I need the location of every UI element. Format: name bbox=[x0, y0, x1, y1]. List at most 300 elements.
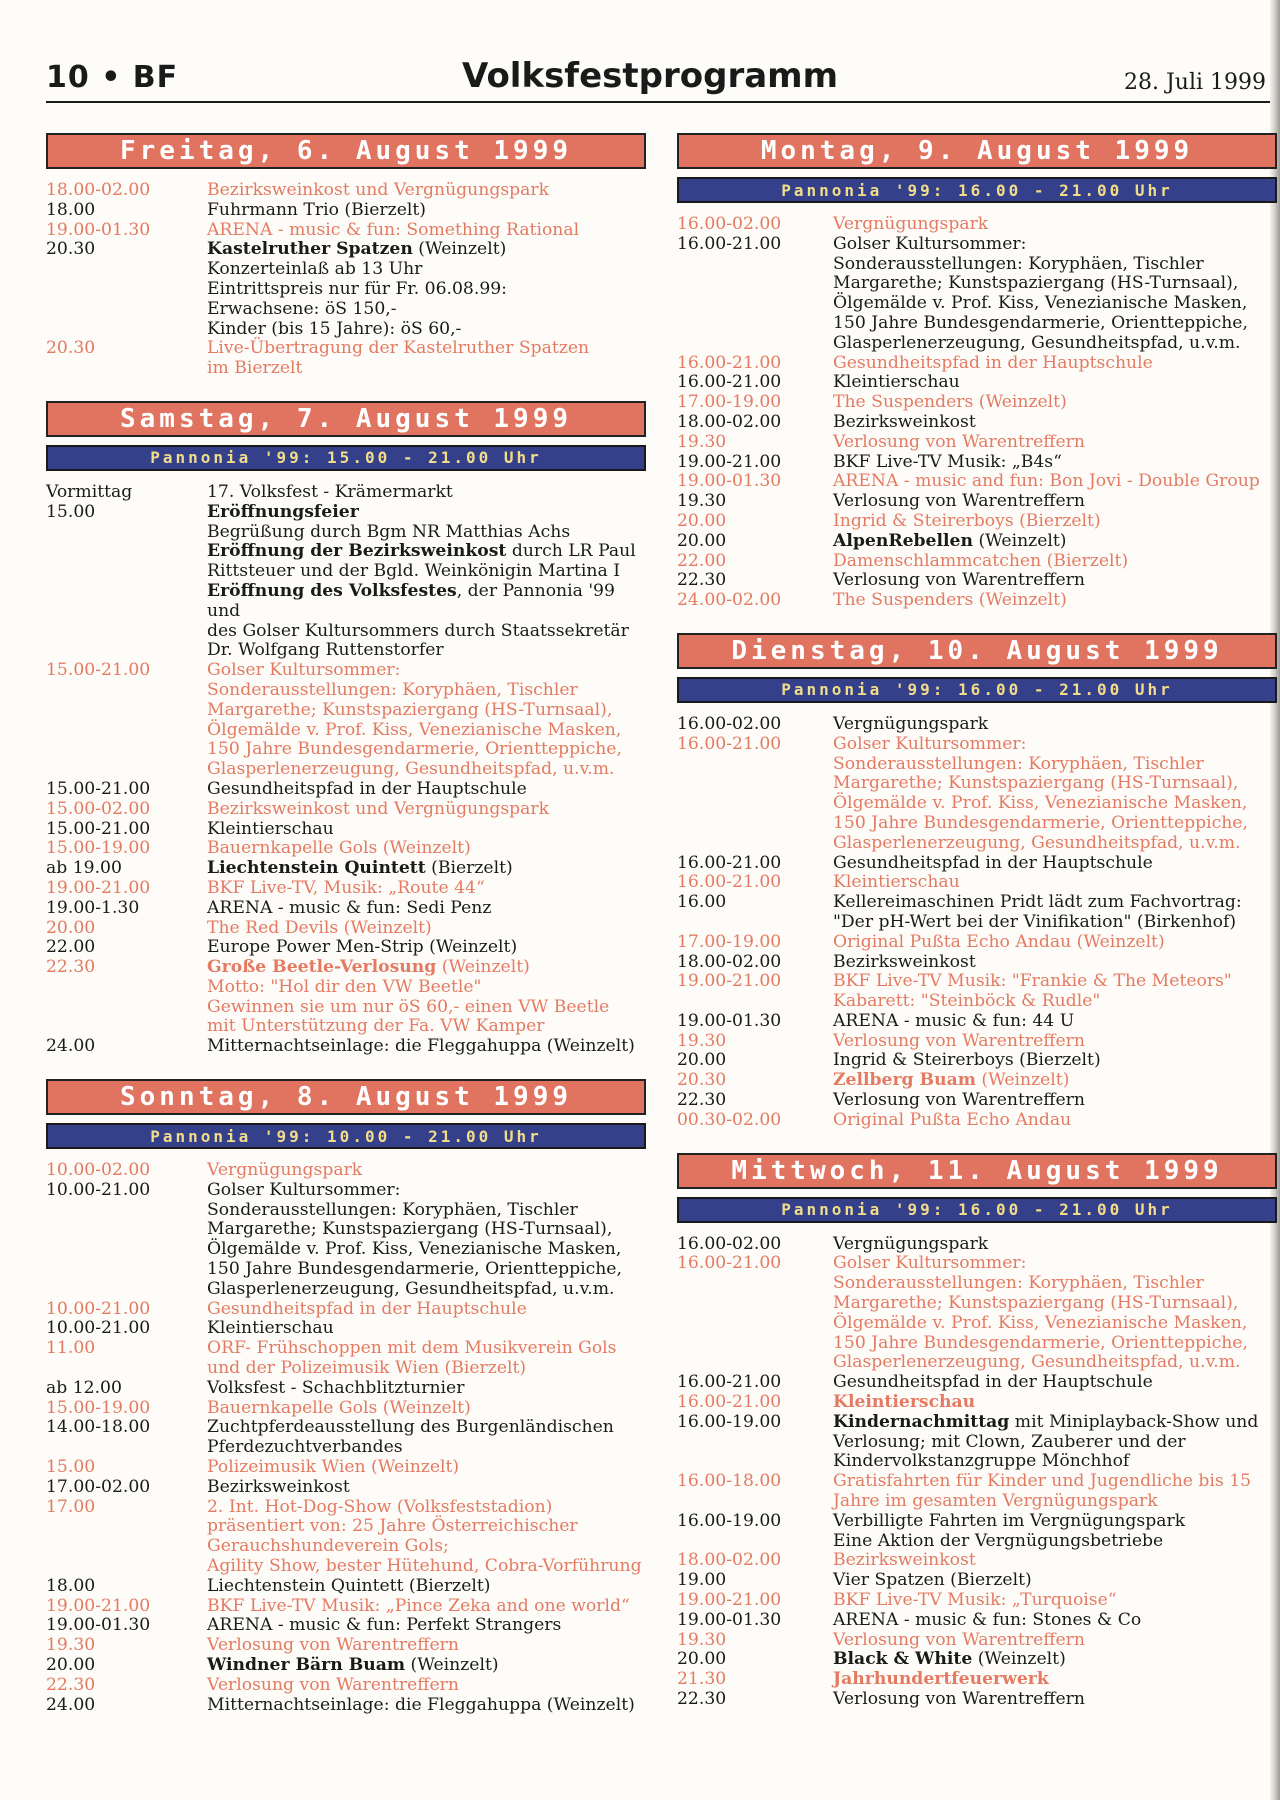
event-highlight: Kastelruther Spatzen bbox=[207, 239, 413, 260]
event-row bbox=[46, 919, 646, 939]
event-row bbox=[46, 1319, 646, 1339]
event-time: 16.00-21.00 bbox=[677, 852, 782, 873]
event-row bbox=[46, 181, 646, 201]
right-column bbox=[677, 133, 1277, 1710]
event-description: BKF Live-TV Musik: „Turquoise“ bbox=[833, 1590, 1117, 1611]
event-description: Damenschlammcatchen (Bierzelt) bbox=[833, 550, 1129, 571]
event-row bbox=[46, 1339, 646, 1379]
day-banner: Montag, 9. August 1999 bbox=[677, 133, 1277, 169]
event-row bbox=[677, 552, 1277, 572]
event-text: (Weinzelt) Motto: "Hol dir den VW Beetle" Gewinnen sie um nur öS 60,- einen VW Beetle mit Unterstützung der Fa. VW Kamper bbox=[207, 957, 610, 1037]
event-description: Kleintierschau bbox=[207, 1318, 334, 1339]
event-description: Gesundheitspfad in der Hauptschule bbox=[833, 1372, 1153, 1393]
event-description: Verlosung von Warentreffern bbox=[833, 431, 1085, 452]
event-time: 22.30 bbox=[677, 1090, 727, 1111]
event-time: 10.00-21.00 bbox=[46, 1298, 151, 1319]
event-time: 18.00-02.00 bbox=[677, 411, 782, 432]
event-description bbox=[207, 582, 646, 661]
event-description bbox=[207, 1656, 646, 1676]
event-row bbox=[677, 453, 1277, 473]
event-description: Golser Kultursommer: Sonderausstellungen: Koryphäen, Tischler Margarethe; Kunstspaziergang (HS-Turnsaal), Ölgemälde v. Prof. Kiss, Venezianische Masken, 150 Jahre Bundesgendarmerie, Orientteppiche, Glasperlenerzeugung, Gesundheitspfad, u.v.m. bbox=[207, 660, 622, 780]
pannonia-hours: Pannonia '99: 16.00 - 21.00 Uhr bbox=[677, 1197, 1277, 1223]
event-time: 16.00-21.00 bbox=[677, 372, 782, 393]
event-description bbox=[207, 542, 646, 582]
event-row bbox=[46, 780, 646, 800]
event-highlight: Black & White bbox=[833, 1649, 973, 1670]
event-time: 16.00-21.00 bbox=[677, 733, 782, 754]
event-highlight: Liechtenstein Quintett bbox=[207, 858, 426, 879]
event-row bbox=[677, 1235, 1277, 1255]
event-highlight: Zellberg Buam bbox=[833, 1070, 976, 1091]
event-description: Ingrid & Steirerboys (Bierzelt) bbox=[833, 510, 1101, 531]
pannonia-hours: Pannonia '99: 10.00 - 21.00 Uhr bbox=[46, 1123, 646, 1149]
event-description: Ingrid & Steirerboys (Bierzelt) bbox=[833, 1050, 1101, 1071]
event-row bbox=[46, 1458, 646, 1478]
event-highlight: Kleintierschau bbox=[833, 1392, 976, 1413]
event-time: 16.00-02.00 bbox=[677, 214, 782, 234]
event-time: 22.30 bbox=[677, 570, 727, 591]
event-description: Vergnügungspark bbox=[207, 1160, 363, 1181]
event-time: 16.00-21.00 bbox=[677, 872, 782, 893]
event-row bbox=[46, 1181, 646, 1300]
event-row bbox=[46, 1498, 646, 1577]
event-row bbox=[677, 571, 1277, 591]
event-row bbox=[46, 240, 646, 339]
event-description bbox=[207, 958, 646, 1037]
event-highlight: Jahrhundertfeuerwerk bbox=[833, 1669, 1049, 1690]
event-time: 19.00 bbox=[677, 1570, 727, 1591]
event-time: 16.00-19.00 bbox=[677, 1510, 782, 1531]
page-title: Volksfestprogramm bbox=[461, 56, 839, 96]
event-row bbox=[46, 859, 646, 879]
event-description: Golser Kultursommer: Sonderausstellungen: Koryphäen, Tischler Margarethe; Kunstspaziergang (HS-Turnsaal), Ölgemälde v. Prof. Kiss, Venezianische Masken, 150 Jahre Bundesgendarmerie, Orientteppiche, Glasperlenerzeugung, Gesundheitspfad, u.v.m. bbox=[833, 733, 1248, 853]
event-time: 17.00-02.00 bbox=[46, 1476, 151, 1497]
event-time: 19.00-01.30 bbox=[677, 1010, 782, 1031]
day-banner: Sonntag, 8. August 1999 bbox=[46, 1079, 646, 1115]
event-row bbox=[677, 433, 1277, 453]
event-highlight: Große Beetle-Verlosung bbox=[207, 957, 437, 978]
event-row bbox=[677, 235, 1277, 354]
event-row bbox=[46, 1636, 646, 1656]
event-description: ARENA - music & fun: Something Rational bbox=[207, 219, 580, 240]
left-column bbox=[46, 133, 646, 1715]
event-time: 19.30 bbox=[46, 1635, 96, 1656]
event-description: Mitternachtseinlage: die Fleggahuppa (Weinzelt) bbox=[207, 1694, 635, 1715]
event-row bbox=[677, 1032, 1277, 1052]
pannonia-hours: Pannonia '99: 16.00 - 21.00 Uhr bbox=[677, 177, 1277, 203]
event-time: 16.00-19.00 bbox=[677, 1411, 782, 1432]
event-description: Vier Spatzen (Bierzelt) bbox=[833, 1570, 1032, 1591]
event-time: 19.30 bbox=[677, 491, 727, 512]
event-time: 10.00-02.00 bbox=[46, 1160, 151, 1181]
event-row bbox=[46, 1597, 646, 1617]
event-row bbox=[46, 1676, 646, 1696]
event-row bbox=[46, 201, 646, 221]
event-time: 15.00-19.00 bbox=[46, 838, 151, 859]
event-highlight: Eröffnungsfeier bbox=[207, 501, 359, 522]
event-description: Kleintierschau bbox=[833, 872, 960, 893]
event-row bbox=[677, 1650, 1277, 1670]
day-tuesday bbox=[677, 633, 1277, 1131]
event-row bbox=[46, 1577, 646, 1597]
event-time: 18.00 bbox=[46, 199, 96, 220]
event-text: (Bierzelt) bbox=[425, 858, 513, 879]
event-list bbox=[677, 715, 1277, 1131]
event-time: 19.00-1.30 bbox=[46, 897, 140, 918]
event-time bbox=[46, 582, 207, 661]
event-row bbox=[677, 933, 1277, 953]
event-description: 17. Volksfest - Krämermarkt bbox=[207, 481, 453, 502]
event-time: 11.00 bbox=[46, 1338, 96, 1359]
event-time: 19.00-21.00 bbox=[677, 1590, 782, 1611]
day-banner: Mittwoch, 11. August 1999 bbox=[677, 1153, 1277, 1189]
event-row bbox=[46, 1616, 646, 1636]
event-row bbox=[677, 532, 1277, 552]
event-row bbox=[677, 1413, 1277, 1472]
event-time: 20.00 bbox=[677, 1050, 727, 1071]
event-time: 19.00-01.30 bbox=[677, 1609, 782, 1630]
event-time: 19.00-01.30 bbox=[46, 219, 151, 240]
event-time: ab 12.00 bbox=[46, 1377, 122, 1398]
event-time: 22.30 bbox=[46, 957, 96, 978]
event-text: (Weinzelt) bbox=[405, 1655, 499, 1675]
event-description: ARENA - music & fun: Perfekt Strangers bbox=[207, 1615, 562, 1636]
event-time: 20.00 bbox=[46, 917, 96, 938]
event-description: Zuchtpferdeausstellung des Burgenländischen Pferdezuchtverbandes bbox=[207, 1417, 614, 1458]
event-time: 20.30 bbox=[677, 1070, 727, 1091]
event-description: Gesundheitspfad in der Hauptschule bbox=[833, 852, 1153, 873]
event-description: Bauernkapelle Gols (Weinzelt) bbox=[207, 838, 471, 859]
event-description bbox=[833, 532, 1277, 552]
event-time: ab 19.00 bbox=[46, 858, 122, 879]
event-description: Gratisfahrten für Kinder und Jugendliche bis 15 Jahre im gesamten Vergnügungspark bbox=[833, 1471, 1252, 1512]
event-row bbox=[46, 1161, 646, 1181]
event-row bbox=[46, 1696, 646, 1716]
event-description: Bauernkapelle Gols (Weinzelt) bbox=[207, 1397, 471, 1418]
event-row bbox=[677, 1690, 1277, 1710]
event-description bbox=[833, 1393, 1277, 1413]
day-banner: Dienstag, 10. August 1999 bbox=[677, 633, 1277, 669]
page-number: 10 • BF bbox=[46, 60, 179, 95]
event-description: The Red Devils (Weinzelt) bbox=[207, 917, 432, 938]
event-row bbox=[677, 472, 1277, 492]
event-time: Vormittag bbox=[46, 481, 133, 502]
event-row bbox=[46, 1418, 646, 1458]
event-time: 18.00 bbox=[46, 1575, 96, 1596]
event-description: Kellereimaschinen Pridt lädt zum Fachvortrag: "Der pH-Wert bei der Vinifikation" (Birkenhof) bbox=[833, 892, 1242, 932]
event-time: 14.00-18.00 bbox=[46, 1417, 151, 1438]
event-time: 15.00-21.00 bbox=[46, 818, 151, 839]
event-time: 22.00 bbox=[677, 550, 727, 571]
event-time: 20.30 bbox=[46, 338, 96, 359]
pannonia-hours: Pannonia '99: 15.00 - 21.00 Uhr bbox=[46, 445, 646, 471]
event-row bbox=[677, 1591, 1277, 1611]
event-row bbox=[46, 958, 646, 1037]
event-description: Verlosung von Warentreffern bbox=[207, 1635, 459, 1656]
event-row bbox=[46, 582, 646, 661]
event-time: 16.00-02.00 bbox=[677, 1233, 782, 1254]
event-row bbox=[677, 492, 1277, 512]
event-row bbox=[677, 354, 1277, 374]
event-row bbox=[677, 1551, 1277, 1571]
event-text: (Weinzelt) bbox=[972, 1649, 1066, 1670]
event-row bbox=[46, 899, 646, 919]
event-row bbox=[677, 413, 1277, 433]
event-time: 19.00-01.30 bbox=[46, 1615, 151, 1636]
event-row bbox=[677, 1254, 1277, 1373]
event-description: Bezirksweinkost bbox=[833, 411, 976, 432]
day-monday bbox=[677, 133, 1277, 611]
event-description: BKF Live-TV, Musik: „Route 44“ bbox=[207, 877, 485, 898]
event-row bbox=[46, 1399, 646, 1419]
event-description: Vergnügungspark bbox=[833, 1233, 989, 1254]
event-description: BKF Live-TV Musik: „Pince Zeka and one world“ bbox=[207, 1595, 630, 1616]
event-text: durch LR Paul Rittsteuer und der Bgld. Weinkönigin Martina I bbox=[207, 541, 636, 582]
event-description: ARENA - music & fun: 44 U bbox=[833, 1010, 1075, 1031]
event-description bbox=[207, 503, 646, 543]
event-description: Verbilligte Fahrten im Vergnügungspark Eine Aktion der Vergnügungsbetriebe bbox=[833, 1510, 1186, 1551]
event-description: Golser Kultursommer: Sonderausstellungen: Koryphäen, Tischler Margarethe; Kunstspaziergang (HS-Turnsaal), Ölgemälde v. Prof. Kiss, Venezianische Masken, 150 Jahre Bundesgendarmerie, Orientteppiche, Glasperlenerzeugung, Gesundheitspfad, u.v.m. bbox=[833, 233, 1248, 353]
event-row bbox=[677, 215, 1277, 235]
event-row bbox=[677, 1631, 1277, 1651]
event-row bbox=[677, 893, 1277, 933]
day-sunday bbox=[46, 1079, 646, 1715]
event-row bbox=[46, 542, 646, 582]
event-description: 2. Int. Hot-Dog-Show (Volksfeststadion) präsentiert von: 25 Jahre Österreichischer Gerauchshundeverein Gols; Agility Show, bester Hütehund, Cobra-Vorführung bbox=[207, 1496, 642, 1577]
event-time: 24.00 bbox=[46, 1694, 96, 1715]
event-description: Verlosung von Warentreffern bbox=[207, 1674, 459, 1695]
event-time: 19.00-21.00 bbox=[46, 877, 151, 898]
event-description: Europe Power Men-Strip (Weinzelt) bbox=[207, 937, 518, 958]
event-text: (Weinzelt) Konzerteinlaß ab 13 Uhr Eintrittspreis nur für Fr. 06.08.99: Erwachsene: öS 150,- Kinder (bis 15 Jahre): öS 60,- bbox=[207, 239, 507, 339]
event-row bbox=[677, 1611, 1277, 1631]
event-row bbox=[46, 1656, 646, 1676]
event-list bbox=[46, 483, 646, 1057]
event-row bbox=[46, 661, 646, 780]
event-list bbox=[677, 1235, 1277, 1710]
event-description: Vergnügungspark bbox=[833, 214, 989, 234]
event-description: Golser Kultursommer: Sonderausstellungen: Koryphäen, Tischler Margarethe; Kunstspaziergang (HS-Turnsaal), Ölgemälde v. Prof. Kiss, Venezianische Masken, 150 Jahre Bundesgendarmerie, Orientteppiche, Glasperlenerzeugung, Gesundheitspfad, u.v.m. bbox=[833, 1253, 1248, 1373]
event-time: 20.30 bbox=[46, 239, 96, 260]
event-time: 19.30 bbox=[677, 1629, 727, 1650]
event-text: , der Pannonia '99 und des Golser Kultursommers durch Staatssekretär Dr. Wolfgang Ruttenstorfer bbox=[207, 580, 629, 661]
event-text: (Weinzelt) bbox=[972, 530, 1067, 551]
event-row bbox=[677, 591, 1277, 611]
event-time: 00.30-02.00 bbox=[677, 1109, 782, 1130]
event-time: 17.00 bbox=[46, 1496, 96, 1517]
event-description: Volksfest - Schachblitzturnier bbox=[207, 1377, 465, 1398]
event-time: 15.00-02.00 bbox=[46, 798, 151, 819]
event-time: 20.00 bbox=[46, 1655, 96, 1675]
event-time: 17.00-19.00 bbox=[677, 931, 782, 952]
event-time: 19.00-21.00 bbox=[46, 1595, 151, 1616]
event-description: Verlosung von Warentreffern bbox=[833, 1030, 1085, 1051]
event-time: 22.30 bbox=[677, 1689, 727, 1709]
event-row bbox=[677, 1071, 1277, 1091]
event-description bbox=[207, 859, 646, 879]
event-row bbox=[677, 1091, 1277, 1111]
event-row bbox=[46, 839, 646, 859]
event-highlight: Kindernachmittag bbox=[833, 1411, 1010, 1432]
event-time: 19.00-21.00 bbox=[677, 971, 782, 992]
event-description: Verlosung von Warentreffern bbox=[833, 570, 1085, 591]
event-time: 18.00-02.00 bbox=[46, 180, 151, 200]
event-text: mit Miniplayback-Show und Verlosung; mit Clown, Zauberer und der Kindervolkstanzgruppe Mönchhof bbox=[833, 1411, 1259, 1472]
event-row bbox=[46, 339, 646, 379]
event-description bbox=[833, 1413, 1277, 1472]
event-row bbox=[677, 715, 1277, 735]
event-description: Liechtenstein Quintett (Bierzelt) bbox=[207, 1575, 491, 1596]
event-time: 16.00-18.00 bbox=[677, 1471, 782, 1492]
event-time: 10.00-21.00 bbox=[46, 1179, 151, 1200]
event-row bbox=[46, 1300, 646, 1320]
event-row bbox=[677, 953, 1277, 973]
event-row bbox=[677, 1670, 1277, 1690]
event-description: ARENA - music & fun: Sedi Penz bbox=[207, 897, 492, 918]
event-description: BKF Live-TV Musik: "Frankie & The Meteors" Kabarett: "Steinböck & Rudle" bbox=[833, 971, 1232, 1012]
event-description: Verlosung von Warentreffern bbox=[833, 491, 1085, 512]
event-description: Bezirksweinkost bbox=[833, 1550, 976, 1571]
event-time: 24.00-02.00 bbox=[677, 590, 782, 611]
event-row bbox=[46, 800, 646, 820]
event-row bbox=[46, 503, 646, 543]
event-time: 24.00 bbox=[46, 1036, 96, 1057]
event-description: Kleintierschau bbox=[833, 372, 960, 393]
event-row bbox=[677, 1472, 1277, 1512]
event-description: Vergnügungspark bbox=[833, 713, 989, 734]
event-description: Gesundheitspfad in der Hauptschule bbox=[207, 1298, 527, 1319]
event-row bbox=[46, 1037, 646, 1057]
event-description: Polizeimusik Wien (Weinzelt) bbox=[207, 1457, 460, 1478]
event-description: BKF Live-TV Musik: „B4s“ bbox=[833, 451, 1062, 472]
event-row bbox=[677, 1111, 1277, 1131]
event-row bbox=[677, 1571, 1277, 1591]
day-banner: Freitag, 6. August 1999 bbox=[46, 133, 646, 169]
event-row bbox=[46, 1478, 646, 1498]
event-time: 22.00 bbox=[46, 937, 96, 958]
event-row bbox=[677, 854, 1277, 874]
event-row bbox=[677, 1512, 1277, 1552]
event-row bbox=[677, 1393, 1277, 1413]
event-time: 15.00-19.00 bbox=[46, 1397, 151, 1418]
event-row bbox=[46, 1379, 646, 1399]
event-description: Original Pußta Echo Andau bbox=[833, 1109, 1072, 1130]
event-time: 20.00 bbox=[677, 510, 727, 531]
event-description bbox=[833, 1071, 1277, 1091]
event-list bbox=[46, 1161, 646, 1715]
event-row bbox=[677, 512, 1277, 532]
event-description: Bezirksweinkost bbox=[207, 1476, 350, 1497]
day-banner: Samstag, 7. August 1999 bbox=[46, 401, 646, 437]
event-time: 17.00-19.00 bbox=[677, 392, 782, 413]
event-time: 20.00 bbox=[677, 530, 727, 551]
event-description: Verlosung von Warentreffern bbox=[833, 1689, 1085, 1709]
event-description bbox=[833, 1650, 1277, 1670]
event-time: 22.30 bbox=[46, 1674, 96, 1695]
event-time: 16.00-21.00 bbox=[677, 1253, 782, 1274]
event-row bbox=[46, 820, 646, 840]
event-time: 19.30 bbox=[677, 1030, 727, 1051]
event-time: 16.00-02.00 bbox=[677, 713, 782, 734]
event-description: Kleintierschau bbox=[207, 818, 334, 839]
event-description: Gesundheitspfad in der Hauptschule bbox=[833, 352, 1153, 373]
event-text: Begrüßung durch Bgm NR Matthias Achs bbox=[207, 521, 571, 542]
event-description: ARENA - music and fun: Bon Jovi - Double Group bbox=[833, 471, 1260, 492]
event-row bbox=[677, 873, 1277, 893]
pannonia-hours: Pannonia '99: 16.00 - 21.00 Uhr bbox=[677, 677, 1277, 703]
event-time: 15.00 bbox=[46, 501, 96, 522]
event-row bbox=[677, 1012, 1277, 1032]
event-time: 16.00-21.00 bbox=[677, 1392, 782, 1413]
event-description: Original Pußta Echo Andau (Weinzelt) bbox=[833, 931, 1165, 952]
issue-date: 28. Juli 1999 bbox=[1123, 70, 1266, 95]
event-description: Mitternachtseinlage: die Fleggahuppa (Weinzelt) bbox=[207, 1036, 635, 1057]
event-text: (Weinzelt) bbox=[975, 1070, 1070, 1091]
header-rule bbox=[46, 101, 1270, 103]
event-time: 20.00 bbox=[677, 1649, 727, 1670]
event-highlight: Eröffnung des Volksfestes bbox=[207, 580, 457, 601]
event-highlight: Windner Bärn Buam bbox=[207, 1655, 406, 1675]
event-highlight: Eröffnung der Bezirksweinkost bbox=[207, 541, 507, 562]
event-description bbox=[207, 240, 646, 339]
event-time: 16.00-21.00 bbox=[677, 233, 782, 254]
event-row bbox=[46, 938, 646, 958]
event-list bbox=[677, 215, 1277, 611]
event-row bbox=[677, 373, 1277, 393]
event-row bbox=[677, 735, 1277, 854]
event-time: 19.00-21.00 bbox=[677, 451, 782, 472]
event-description: The Suspenders (Weinzelt) bbox=[833, 590, 1067, 611]
event-time: 15.00-21.00 bbox=[46, 660, 151, 681]
event-description bbox=[833, 1670, 1277, 1690]
event-time: 19.00-01.30 bbox=[677, 471, 782, 492]
event-description: Verlosung von Warentreffern bbox=[833, 1090, 1085, 1111]
event-description: ARENA - music & fun: Stones & Co bbox=[833, 1609, 1142, 1630]
day-friday bbox=[46, 133, 646, 379]
event-row bbox=[46, 483, 646, 503]
event-time: 10.00-21.00 bbox=[46, 1318, 151, 1339]
event-time: 16.00-21.00 bbox=[677, 1372, 782, 1393]
event-description: ORF- Frühschoppen mit dem Musikverein Gols und der Polizeimusik Wien (Bierzelt) bbox=[207, 1338, 617, 1379]
event-description: Bezirksweinkost bbox=[833, 951, 976, 972]
event-row bbox=[677, 972, 1277, 1012]
day-saturday bbox=[46, 401, 646, 1057]
event-row bbox=[677, 1373, 1277, 1393]
event-row bbox=[677, 1051, 1277, 1071]
event-description: Bezirksweinkost und Vergnügungspark bbox=[207, 180, 550, 200]
day-wednesday bbox=[677, 1153, 1277, 1710]
event-list bbox=[46, 181, 646, 379]
event-description: Live-Übertragung der Kastelruther Spatzen im Bierzelt bbox=[207, 338, 590, 379]
event-time: 18.00-02.00 bbox=[677, 951, 782, 972]
event-time: 16.00-21.00 bbox=[677, 352, 782, 373]
event-row bbox=[46, 221, 646, 241]
event-description: Verlosung von Warentreffern bbox=[833, 1629, 1085, 1650]
event-highlight: AlpenRebellen bbox=[833, 530, 973, 551]
event-time: 15.00 bbox=[46, 1457, 96, 1478]
event-time: 18.00-02.00 bbox=[677, 1550, 782, 1571]
event-time: 21.30 bbox=[677, 1669, 727, 1690]
event-time bbox=[46, 542, 207, 582]
event-row bbox=[677, 393, 1277, 413]
event-time: 19.30 bbox=[677, 431, 727, 452]
event-time: 15.00-21.00 bbox=[46, 778, 151, 799]
event-description: Gesundheitspfad in der Hauptschule bbox=[207, 778, 527, 799]
event-description: Golser Kultursommer: Sonderausstellungen: Koryphäen, Tischler Margarethe; Kunstspaziergang (HS-Turnsaal), Ölgemälde v. Prof. Kiss, Venezianische Masken, 150 Jahre Bundesgendarmerie, Orientteppiche, Glasperlenerzeugung, Gesundheitspfad, u.v.m. bbox=[207, 1179, 622, 1299]
event-description: Bezirksweinkost und Vergnügungspark bbox=[207, 798, 550, 819]
event-row bbox=[46, 879, 646, 899]
event-description: Fuhrmann Trio (Bierzelt) bbox=[207, 199, 426, 220]
